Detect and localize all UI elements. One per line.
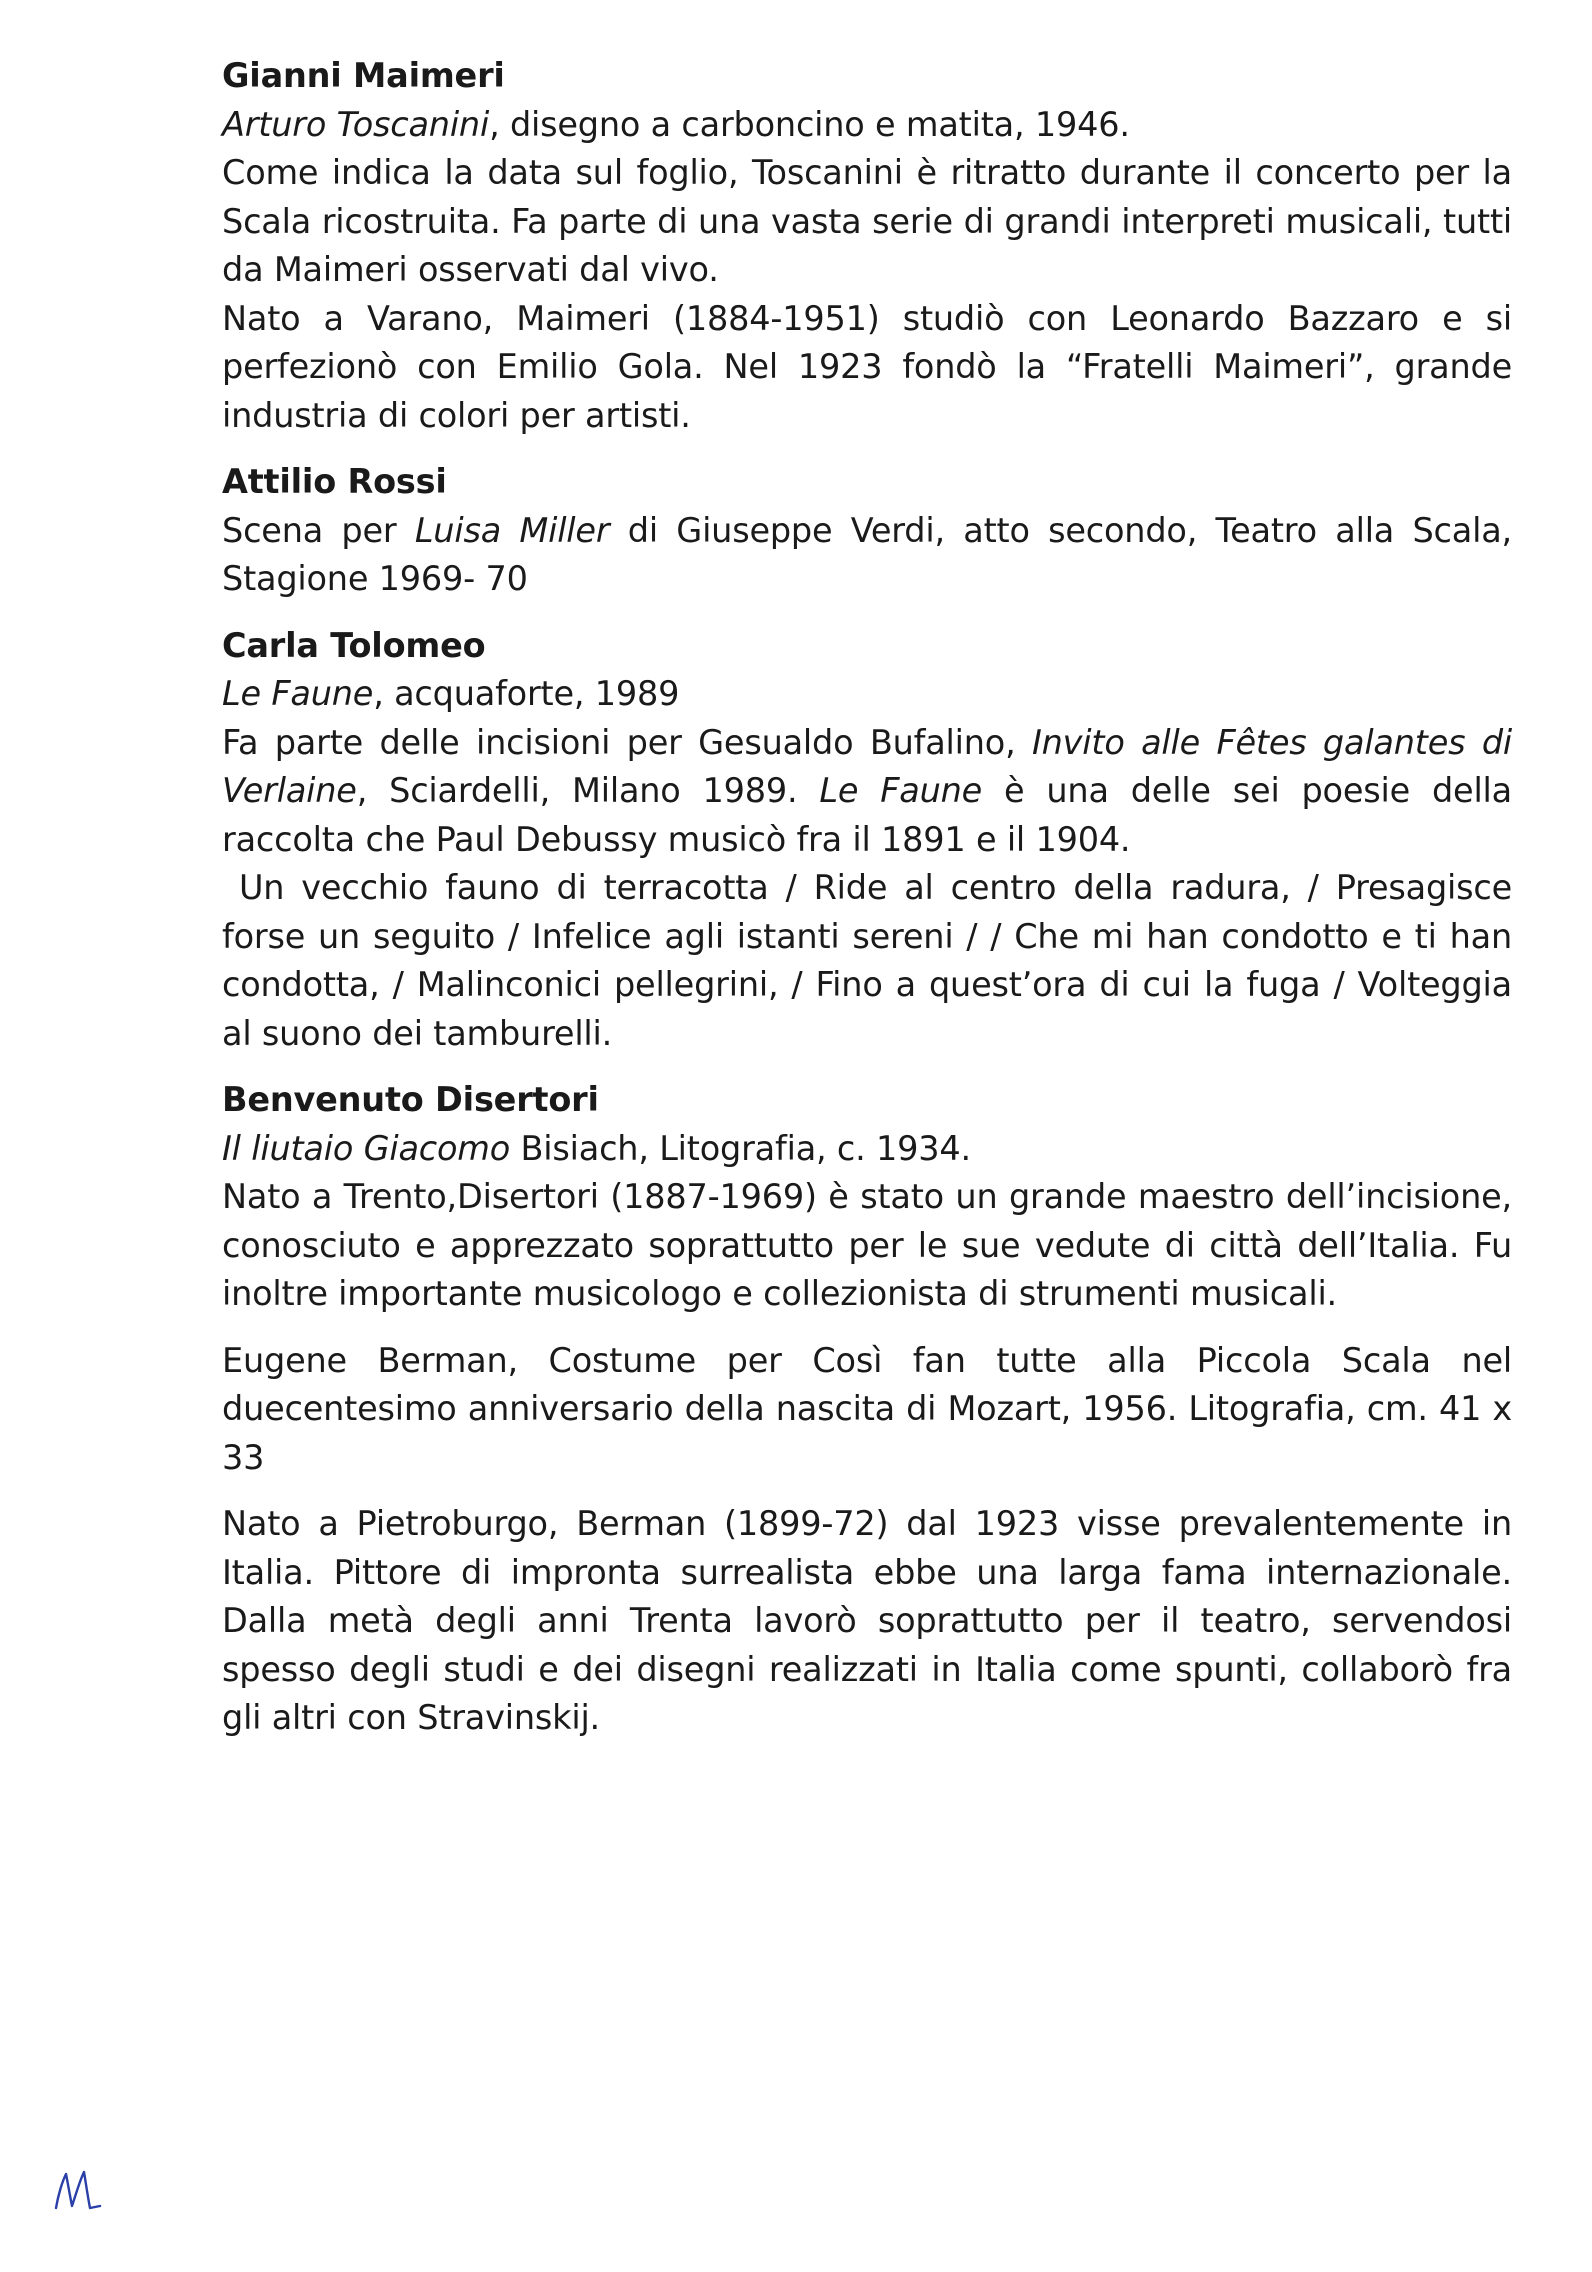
poem-paragraph: Un vecchio fauno di terracotta / Ride al centro della radura, / Presagisce forse un seguito / Infelice agli istanti sereni / / Che mi han condotto e ti han condotta, / Malinconici pellegrini, / Fino a quest’ora di cui la fuga / Volteggia al suono dei tamburelli. <box>222 868 1523 1053</box>
biography-paragraph: Nato a Varano, Maimeri (1884-1951) studiò con Leonardo Bazzaro e si perfezionò con Emilio Gola. Nel 1923 fondò la “Fratelli Maimeri”, grande industria di colori per artisti. <box>222 298 1512 435</box>
artwork-title: Il liutaio Giacomo <box>222 1128 511 1168</box>
artwork-prefix: Scena per <box>222 510 415 550</box>
artwork-details: di Giuseppe Verdi, atto secondo, Teatro alla Scala, Stagione 1969- 70 <box>222 510 1512 598</box>
entry-maimeri <box>222 52 1512 440</box>
artwork-line <box>222 101 1512 150</box>
description-paragraph: Come indica la data sul foglio, Toscanini è ritratto durante il concerto per la Scala ricostruita. Fa parte di una vasta serie di grandi interpreti musicali, tutti da Maimeri osservati dal vivo. <box>222 153 1512 289</box>
text-run: Fa parte delle incisioni per Gesualdo Bufalino, <box>222 722 1032 762</box>
artwork-line <box>222 670 1512 719</box>
biography-paragraph: Nato a Trento,Disertori (1887-1969) è stato un grande maestro dell’incisione, conosciuto e apprezzato soprattutto per le sue vedute di città dell’Italia. Fu inoltre importante musicologo e collezionista di strumenti musicali. <box>222 1177 1512 1313</box>
book-title: Invito alle Fêtes galantes di Verlaine <box>222 722 1512 810</box>
entry-berman-caption <box>222 1337 1512 1483</box>
text-run: è una delle sei poesie della raccolta che Paul Debussy musicò fra il 1891 e il 1904. <box>222 771 1512 859</box>
entry-heading: Benvenuto Disertori <box>222 1080 599 1119</box>
entry-tolomeo <box>222 622 1523 1059</box>
artwork-line <box>222 1125 1512 1174</box>
description-paragraph <box>222 719 1512 865</box>
handwritten-initial-signature <box>48 2160 108 2220</box>
artwork-title: Luisa Miller <box>414 510 610 550</box>
artwork-caption: Eugene Berman, Costume per Così fan tutte alla Piccola Scala nel duecentesimo anniversario della nascita di Mozart, 1956. Litografia, cm. 41 x 33 <box>222 1340 1512 1477</box>
entry-heading: Attilio Rossi <box>222 462 447 501</box>
entry-disertori <box>222 1076 1512 1319</box>
document-page <box>222 52 1523 1761</box>
entry-rossi <box>222 458 1512 604</box>
biography-paragraph: Nato a Pietroburgo, Berman (1899-72) dal 1923 visse prevalentemente in Italia. Pittore di impronta surrealista ebbe una larga fama internazionale. Dalla metà degli anni Trenta lavorò soprattutto per il teatro, servendosi spesso degli studi e dei disegni realizzati in Italia come spunti, collaborò fra gli altri con Stravinskij. <box>222 1504 1512 1737</box>
artwork-details: , disegno a carboncino e matita, 1946. <box>489 104 1130 144</box>
artwork-line <box>222 507 1512 604</box>
artwork-details: Bisiach, Litografia, c. 1934. <box>510 1128 971 1168</box>
artwork-title: Le Faune <box>222 674 374 713</box>
entry-heading: Carla Tolomeo <box>222 625 486 665</box>
poem-title: Le Faune <box>819 771 983 810</box>
entry-heading: Gianni Maimeri <box>222 56 505 95</box>
entry-berman-bio <box>222 1500 1512 1743</box>
artwork-title: Arturo Toscanini <box>222 104 490 144</box>
artwork-details: , acquaforte, 1989 <box>373 674 680 713</box>
text-run: , Sciardelli, Milano 1989. <box>356 771 820 810</box>
